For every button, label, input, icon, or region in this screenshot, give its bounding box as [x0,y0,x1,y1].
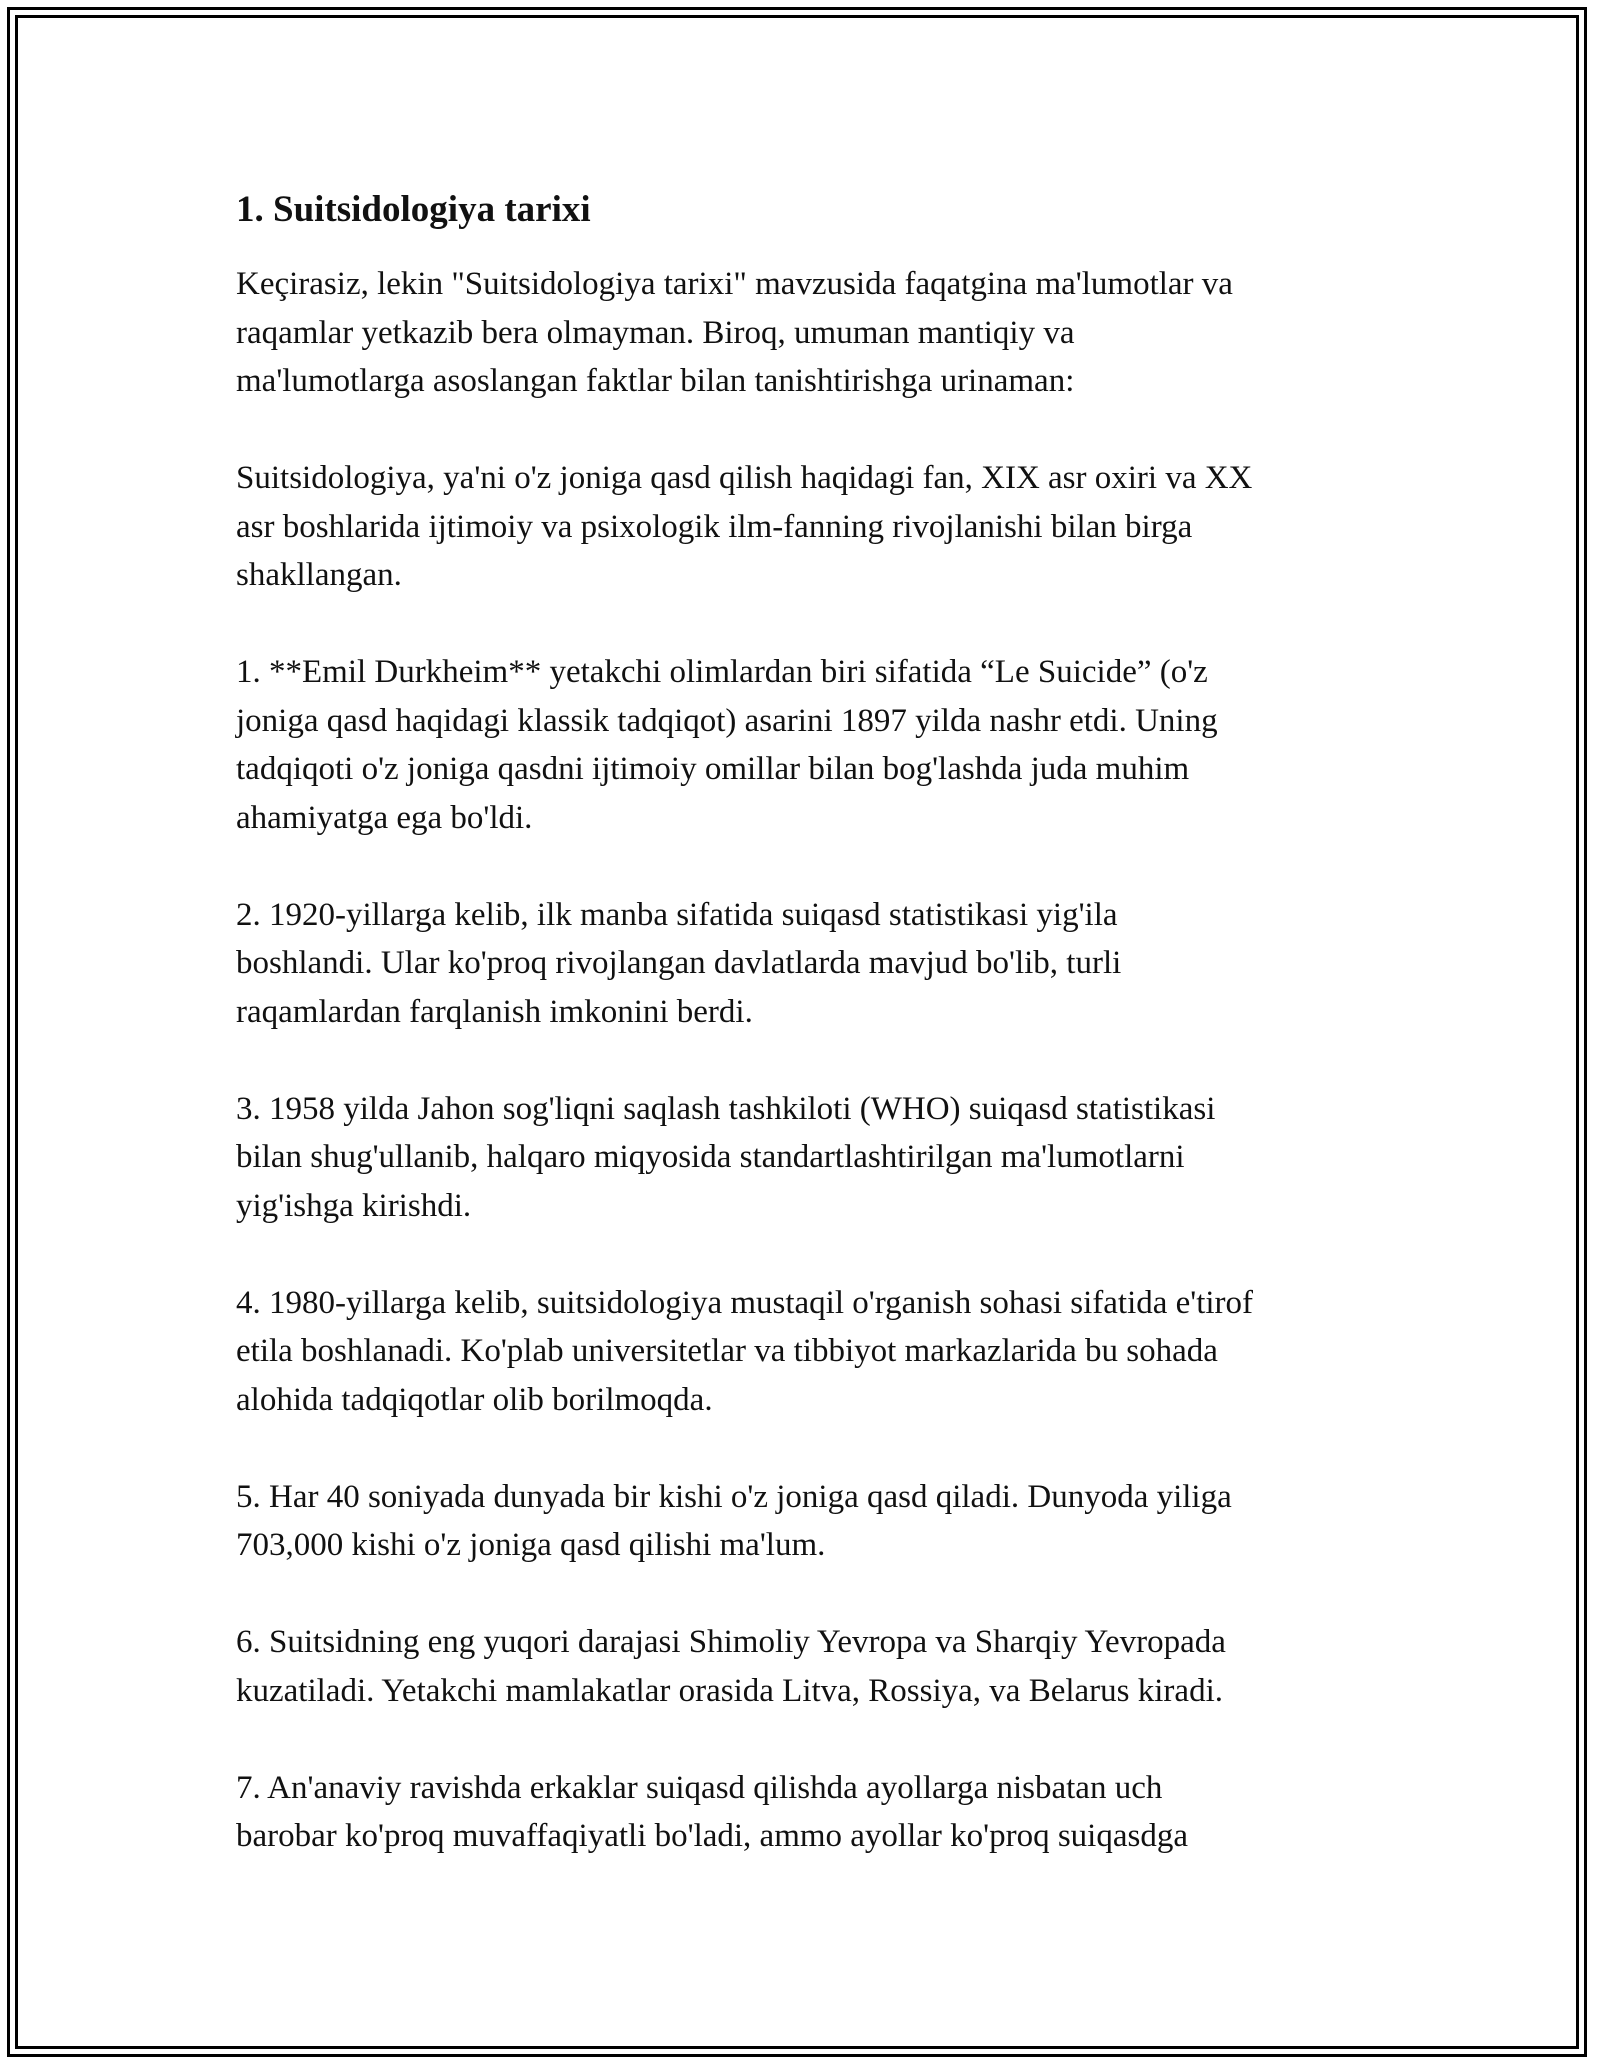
text-line: 703,000 kishi o'z joniga qasd qilishi ma'lum. [236,1527,826,1563]
text-line: 7. An'anaviy ravishda erkaklar suiqasd qilishda ayollarga nisbatan uch [236,1769,1163,1806]
text-line: 1. **Emil Durkheim** yetakchi olimlardan biri sifatida “Le Suicide” (o'z [236,654,1208,690]
text-line: Suitsidologiya, ya'ni o'z joniga qasd qilish haqidagi fan, XIX asr oxiri va XX [236,460,1253,496]
text-line: raqamlardan farqlanish imkonini berdi. [236,993,753,1030]
text-line: bilan shug'ullanib, halqaro miqyosida standartlashtirilgan ma'lumotlarni [236,1139,1185,1175]
text-line: barobar ko'proq muvaffaqiyatli bo'ladi, ammo ayollar ko'proq suiqasdga [236,1818,1188,1854]
list-item-2 [236,891,1376,1037]
text-line: ahamiyatga ega bo'ldi. [236,799,533,836]
definition-paragraph [236,454,1376,600]
list-item-6 [236,1618,1376,1715]
text-line: 5. Har 40 soniyada dunyada bir kishi o'z joniga qasd qiladi. Dunyoda yiliga [236,1478,1232,1515]
section-heading: 1. Suitsidologiya tarixi [236,189,591,230]
text-line: joniga qasd haqidagi klassik tadqiqot) asarini 1897 yilda nashr etdi. Uning [236,702,1218,739]
list-item-7 [236,1764,1376,1861]
intro-paragraph [236,260,1376,406]
text-line: boshlandi. Ular ko'proq rivojlangan davlatlarda mavjud bo'lib, turli [236,945,1122,981]
text-line: shakllangan. [236,557,402,593]
list-item-1 [236,648,1376,842]
text-line: alohida tadqiqotlar olib borilmoqda. [236,1381,713,1418]
text-line: 4. 1980-yillarga kelib, suitsidologiya mustaqil o'rganish sohasi sifatida e'tirof [236,1284,1254,1321]
document-body [236,186,1376,1861]
text-line: ma'lumotlarga asoslangan faktlar bilan tanishtirishga urinaman: [236,363,1075,399]
text-line: etila boshlanadi. Ko'plab universitetlar va tibbiyot markazlarida bu sohada [236,1333,1218,1369]
text-line: tadqiqoti o'z joniga qasdni ijtimoiy omillar bilan bog'lashda juda muhim [236,751,1190,787]
text-line: 2. 1920-yillarga kelib, ilk manba sifatida suiqasd statistikasi yig'ila [236,896,1118,933]
text-line: asr boshlarida ijtimoiy va psixologik ilm-fanning rivojlanishi bilan birga [236,508,1193,545]
text-line: Keçirasiz, lekin "Suitsidologiya tarixi" mavzusida faqatgina ma'lumotlar va [236,266,1233,302]
text-line: yig'ishga kirishdi. [236,1187,472,1224]
text-line: 6. Suitsidning eng yuqori darajasi Shimoliy Yevropa va Sharqiy Yevropada [236,1624,1226,1660]
text-line: kuzatiladi. Yetakchi mamlakatlar orasida Litva, Rossiya, va Belarus kiradi. [236,1672,1223,1709]
list-item-3 [236,1085,1376,1231]
text-line: 3. 1958 yilda Jahon sog'liqni saqlash tashkiloti (WHO) suiqasd statistikasi [236,1090,1216,1127]
list-item-4 [236,1279,1376,1425]
list-item-5 [236,1473,1376,1570]
text-line: raqamlar yetkazib bera olmayman. Biroq, umuman mantiqiy va [236,314,1075,351]
